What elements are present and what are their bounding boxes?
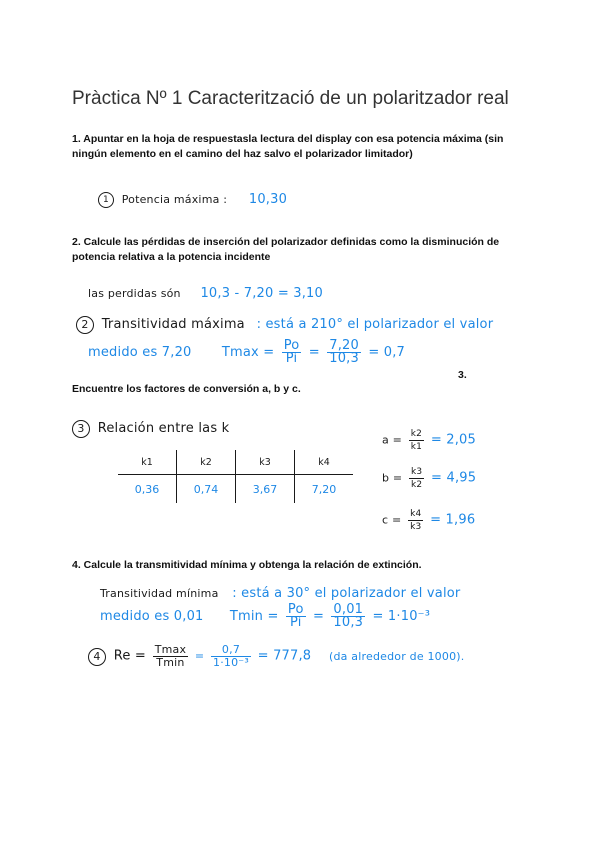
circled-number-1: 1 xyxy=(98,192,114,208)
fraction-numerator: Tmax xyxy=(154,643,187,656)
tmin-note: : está a 30° el polarizador el valor xyxy=(232,586,461,601)
fraction-numerator: Po xyxy=(283,338,300,353)
k-header: k1 xyxy=(118,450,177,475)
tmax-label: Transitividad máxima xyxy=(101,317,245,332)
tmax-line xyxy=(76,316,493,334)
tmax-calc: medido es 7,20 Tmax = $\frac{Po}{Pi}$ = $\frac{7,20}{10,3}$ = 0,7 xyxy=(88,338,406,366)
factor-a-fraction xyxy=(409,428,424,453)
fraction-denominator: Pi xyxy=(285,351,298,366)
losses-label: las perdidas són xyxy=(88,287,181,300)
factor-c xyxy=(382,508,475,533)
k-table xyxy=(118,450,353,503)
fraction-denominator: 1·10⁻³ xyxy=(213,656,249,669)
tmin-result: = 1·10⁻³ xyxy=(372,609,431,624)
fraction-denominator: Pi xyxy=(289,615,302,630)
fraction-denominator: 10,3 xyxy=(329,351,359,366)
fraction-numerator: k4 xyxy=(410,509,422,519)
tmin-symbol: Tmin = xyxy=(229,609,279,624)
page-title: Pràctica Nº 1 Caracterització de un polaritzador real xyxy=(72,88,509,109)
factor-b xyxy=(382,466,476,491)
tmin-line xyxy=(100,586,460,601)
k-header: k2 xyxy=(177,450,236,475)
k-value: 0,74 xyxy=(177,475,236,504)
question-3: Encuentre los factores de conversión a, b y c. xyxy=(72,383,301,395)
tmax-value-fraction xyxy=(327,340,361,365)
k-table-header xyxy=(118,450,353,475)
max-power-label: Potencia máxima : xyxy=(121,193,228,206)
fraction-denominator: k2 xyxy=(411,480,423,490)
k-value: 3,67 xyxy=(236,475,295,504)
k-value: 0,36 xyxy=(134,482,160,496)
factor-a-label: a = xyxy=(382,433,403,447)
fraction-numerator: k2 xyxy=(410,429,423,439)
fraction-denominator: k3 xyxy=(410,522,422,532)
tmax-measured: medido es 7,20 xyxy=(88,345,192,360)
factor-c-label: c = xyxy=(382,513,402,527)
k-header: k3 xyxy=(236,450,295,475)
factor-a-value: = 2,05 xyxy=(430,432,476,448)
question-1: 1. Apuntar en la hoja de respuestasla lectura del display con esa potencia máxima (sin ningún elemento en el camino del haz salvo el polarizador limitador) xyxy=(72,133,504,160)
factor-b-fraction xyxy=(409,466,424,491)
fraction-denominator: Tmin xyxy=(156,656,185,669)
tmax-tmin-fraction xyxy=(153,644,189,669)
k-value: 7,20 xyxy=(295,475,354,504)
k-table-values xyxy=(118,475,353,504)
po-pi-fraction xyxy=(282,340,302,365)
question-3-number: 3. xyxy=(458,369,467,381)
k-relation-heading xyxy=(72,420,229,438)
answer-1 xyxy=(98,192,287,208)
max-power-value: 10,30 xyxy=(248,192,288,207)
tmin-label: Transitividad mínima xyxy=(100,587,219,600)
fraction-denominator: k1 xyxy=(410,442,423,452)
fraction-denominator: 10,3 xyxy=(333,615,364,630)
fraction-numerator: 0,7 xyxy=(211,644,251,657)
tmin-calc: medido es 0,01 Tmin = $\frac{Po}{Pi}$ = $\frac{0,01}{10,3}$ = 1·10⁻³ xyxy=(100,602,431,630)
losses-line xyxy=(88,286,323,301)
circled-number-2: 2 xyxy=(76,316,94,334)
question-4: 4. Calcule la transmitividad mínima y obtenga la relación de extinción. xyxy=(72,559,422,571)
question-2: 2. Calcule las pérdidas de inserción del polarizador definidas como la disminución de potencia relativa a la potencia incidente xyxy=(72,236,500,263)
re-result: = 777,8 xyxy=(257,648,312,664)
factor-b-label: b = xyxy=(382,471,403,485)
k-relation-label: Relación entre las k xyxy=(97,421,230,436)
tmax-note: : está a 210° el polarizador el valor xyxy=(256,317,494,332)
re-note: (da alrededor de 1000). xyxy=(329,649,465,663)
extinction-line: 4 Re = $\frac{Tmax}{Tmin}$ = $\frac{0,7}{\text{1·10⁻³}}$ = 777,8 (da alrededor de 1000). xyxy=(88,644,464,669)
k-header: k4 xyxy=(295,450,354,475)
losses-value: 10,3 - 7,20 = 3,10 xyxy=(200,286,323,301)
circled-number-4: 4 xyxy=(88,648,106,666)
circled-number-3: 3 xyxy=(72,420,90,438)
factor-c-value: = 1,96 xyxy=(430,512,476,528)
tmin-value-fraction xyxy=(331,604,365,629)
fraction-numerator: 7,20 xyxy=(329,338,359,353)
re-symbol: Re = xyxy=(113,648,146,664)
fraction-numerator: k3 xyxy=(411,467,423,477)
tmax-symbol: Tmax = xyxy=(221,345,275,360)
tmax-result: = 0,7 xyxy=(368,345,406,360)
fraction-numerator: 0,01 xyxy=(333,602,364,617)
factor-b-value: = 4,95 xyxy=(431,470,477,486)
factor-a xyxy=(382,428,476,453)
tmin-measured: medido es 0,01 xyxy=(100,609,204,624)
po-pi-fraction xyxy=(286,604,306,629)
factor-c-fraction xyxy=(408,508,423,533)
re-value-fraction xyxy=(211,644,251,669)
fraction-numerator: Po xyxy=(287,602,304,617)
